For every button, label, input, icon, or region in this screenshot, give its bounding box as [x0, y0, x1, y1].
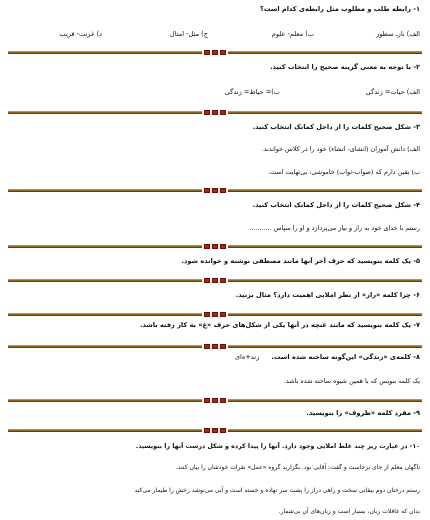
- q4-sentence: رستم با خدای خود به راز و نیاز می‌پردازد و او را سپاس ...........: [249, 224, 420, 232]
- question-8-title: ۸- کلمه‌ی «زندگی» این‌گونه ساخته شده است. زند+ه‌ای: [234, 353, 420, 361]
- q1-option-b: ب) معلم- علوم: [271, 30, 314, 38]
- q10-line-3: بدان که غافلات زبان، بسیار است و زبان‌های آن بی‌شمار.: [278, 508, 420, 515]
- q8-hint: زند+ه‌ای: [234, 353, 260, 361]
- question-9-title: ۹- مفرد کلمه «ظروف» را بنویسید.: [306, 409, 420, 417]
- question-2-title: ۲- با توجه به معنی گزینه صحیح را انتخاب کنید.: [270, 63, 420, 71]
- q1-option-c: ج) مثل- امثال: [169, 30, 208, 38]
- q10-line-1: ناگهان معلم از جای برخاست و گفت: آقایی بود. بگزارید گروه «عمل» نقرات خودشان را بیان کنند.: [176, 464, 420, 471]
- question-1-title: ۱- رابطه طلب و مطلوب مثل رابطه‌ی کدام است؟: [260, 5, 420, 13]
- q2-option-b: ب)= حیاط= زندگی: [224, 88, 280, 96]
- q2-option-a: الف) حیات= زندگی: [365, 88, 420, 96]
- divider-4: [8, 244, 422, 248]
- divider-3: [8, 188, 422, 192]
- q3-part-a: الف) دانش آموزان (انشای- انشاء) خود را در کلاس خواندند.: [261, 145, 420, 153]
- question-4-title: ۴- شکل صحیح کلمات را از داخل کمانک انتخاب کنید.: [252, 201, 420, 209]
- q10-line-2: رستم درختان دوم بیقانی سخت و راهی دراز را پشت سر نهاده و خسته است و آبی می‌نوشد رخش را طیمار می‌کند: [134, 487, 420, 494]
- q3-part-b: ب) یقین دارم که (صواب-ثواب) خاموشی، بی‌نهایت است.: [268, 168, 420, 176]
- divider-1: [8, 50, 422, 54]
- divider-7: [8, 344, 422, 348]
- question-6-title: ۶- چرا کلمه «راز» از نظر املایی اهمیت دارد؟ مثال بزنید.: [235, 291, 420, 299]
- divider-9: [8, 428, 422, 432]
- divider-2: [8, 110, 422, 114]
- question-10-title: ۱۰- در عبارت زیر چند غلط املایی وجود دارد. آنها را پیدا کرده و شکل درست آنها را بنویسید.: [135, 443, 420, 450]
- divider-5: [8, 278, 422, 282]
- question-7-title: ۷- یک کلمه بنویسید که مانند غنچه در آنها یکی از شکل‌های حرف «غ» به کار رفته باشد.: [139, 321, 420, 329]
- divider-6: [8, 312, 422, 316]
- question-3-title: ۳- شکل صحیح کلمات را از داخل کمانک انتخاب کنید.: [252, 123, 420, 131]
- question-5-title: ۵- یک کلمه بنویسید که حرف آخر آنها مانند مصطفی نوشته و خوانده شود.: [181, 257, 420, 265]
- q1-option-d: د) غربت- قریب: [59, 30, 102, 38]
- q1-option-a: الف) نازـ سطور: [376, 30, 420, 38]
- q8-instruction: یک کلمه بنویس که با همین شیوه ساخته شده باشد.: [283, 377, 420, 385]
- divider-8: [8, 398, 422, 402]
